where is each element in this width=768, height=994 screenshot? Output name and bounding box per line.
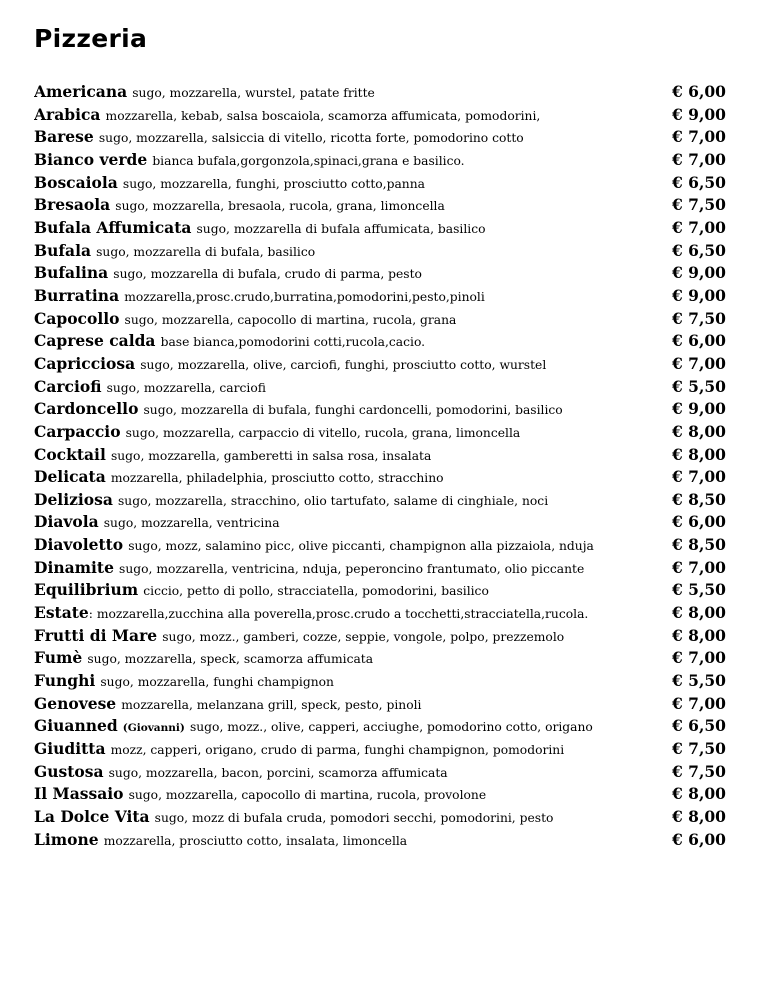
pizza-name: Boscaiola [34,172,118,192]
pizza-ingredients: sugo, mozzarella, ventricina [103,516,280,531]
pizza-ingredients: mozzarella,prosc.crudo,burratina,pomodorini,pesto,pinoli [124,289,485,304]
pizza-ingredients: sugo, mozzarella di bufala affumicata, basilico [196,221,486,236]
pizza-ingredients: mozzarella, kebab, salsa boscaiola, scamorza affumicata, pomodorini, [105,108,541,123]
pizza-name: Carpaccio [34,421,121,441]
pizza-price: € 7,50 [672,195,726,215]
menu-item [34,150,734,173]
menu-item-text [34,558,668,577]
pizza-ingredients: sugo, mozzarella, ventricina, nduja, peperoncino frantumato, olio piccante [119,561,585,576]
pizza-price: € 7,00 [672,149,726,169]
pizza-name: Limone [34,829,99,849]
pizza-name: Carciofi [34,376,102,396]
pizza-name: Americana [34,82,128,101]
pizza-price: € 7,00 [672,217,726,237]
pizza-ingredients: sugo, mozz di bufala cruda, pomodori secchi, pomodorini, pesto [154,811,554,825]
menu-item [34,445,734,468]
menu-item [34,263,734,286]
menu-item-text [34,535,668,554]
pizza-name: La Dolce Vita [34,807,150,826]
pizza-name: Equilibrium [34,580,139,600]
menu-item-text [34,467,668,486]
pizza-ingredients: sugo, mozzarella, wurstel, patate fritte [132,86,375,100]
pizza-price: € 8,00 [672,807,726,826]
pizza-ingredients: sugo, mozzarella, bresaola, rucola, grana, limoncella [115,199,445,214]
pizza-price: € 7,50 [672,308,726,328]
pizza-price: € 8,00 [672,625,726,645]
menu-item-text [34,422,668,441]
menu-item [34,467,734,490]
pizza-ingredients: sugo, mozzarella, funghi champignon [100,675,334,690]
pizza-price: € 5,50 [672,376,726,396]
pizza-price: € 6,50 [672,240,726,260]
menu-item [34,807,734,830]
pizza-name: Caprese calda [34,331,156,351]
menu-item-text [34,331,668,350]
menu-item [34,739,734,762]
menu-item-text [34,150,668,169]
pizza-ingredients: sugo, mozzarella, olive, carciofi, funghi, prosciutto cotto, wurstel [140,357,547,372]
pizza-ingredients: mozz, capperi, origano, crudo di parma, funghi champignon, pomodorini [110,743,565,758]
pizza-ingredients: sugo, mozzarella, bacon, porcini, scamorza affumicata [108,765,448,780]
pizza-ingredients: sugo, mozz., gamberi, cozze, seppie, vongole, polpo, prezzemolo [162,629,565,644]
menu-item-text [34,218,668,237]
pizza-name: Burratina [34,285,120,305]
pizza-price: € 7,50 [672,761,726,781]
pizza-name: Bresaola [34,195,111,215]
pizza-name: Fumè [34,648,83,668]
menu-item [34,218,734,241]
pizza-ingredients: sugo, mozzarella, capocollo di martina, rucola, provolone [128,788,487,803]
pizza-price: € 8,00 [672,421,726,441]
menu-item [34,830,734,853]
pizza-price: € 8,00 [672,784,726,804]
pizza-name: Bufalina [34,263,109,283]
menu-item-text [34,671,668,690]
pizza-price: € 9,00 [672,263,726,283]
menu-item [34,580,734,603]
menu-item-text [34,830,668,849]
menu-item [34,490,734,513]
pizza-ingredients: bianca bufala,gorgonzola,spinaci,grana e basilico. [152,153,465,168]
menu-item [34,195,734,218]
pizza-price: € 7,50 [672,739,726,759]
menu-item [34,784,734,807]
pizza-name-note: (Giovanni) [122,722,185,735]
pizza-ingredients: sugo, mozzarella, carciofi [106,380,266,395]
pizza-price: € 7,00 [672,353,726,373]
pizza-name: Giuanned [34,716,118,736]
pizza-price: € 5,50 [672,580,726,600]
pizza-price: € 6,50 [672,172,726,192]
menu-item [34,399,734,422]
pizza-ingredients: sugo, mozzarella, gamberetti in salsa rosa, insalata [110,448,432,463]
pizza-name: Delicata [34,467,106,487]
pizza-name: Dinamite [34,557,114,577]
menu-item-text [34,716,668,735]
pizza-name: Estate [34,603,89,623]
pizza-name: Capocollo [34,308,120,328]
menu-item [34,671,734,694]
menu-item-text [34,694,668,713]
pizza-price: € 6,50 [672,716,726,736]
menu-item [34,762,734,785]
pizza-name: Diavola [34,512,99,532]
pizza-price: € 8,00 [672,603,726,623]
menu-item [34,127,734,150]
pizza-ingredients: sugo, mozzarella di bufala, crudo di parma, pesto [113,267,422,282]
menu-item-text [34,263,668,282]
menu-item [34,309,734,332]
menu-item [34,354,734,377]
pizza-price: € 6,00 [672,512,726,532]
menu-item-text [34,807,668,826]
pizza-price: € 9,00 [672,399,726,419]
menu-item-text [34,195,668,214]
pizza-name: Gustosa [34,761,104,781]
menu-item-text [34,309,668,328]
pizza-ingredients: sugo, mozz, salamino picc, olive piccanti, champignon alla pizzaiola, nduja [128,539,594,554]
pizza-ingredients: : mozzarella,zucchina alla poverella,prosc.crudo a tocchetti,stracciatella,rucola. [88,607,589,622]
pizza-price: € 9,00 [672,285,726,305]
menu-item [34,331,734,354]
menu-item-text [34,399,668,418]
menu-item [34,512,734,535]
menu-item-text [34,603,668,622]
pizza-ingredients: sugo, mozzarella, stracchino, olio tartufato, salame di cinghiale, noci [117,493,549,508]
menu-item-text [34,784,668,803]
menu-item [34,694,734,717]
pizza-name: Bufala Affumicata [34,217,192,237]
pizza-name: Cardoncello [34,399,139,419]
pizza-price: € 7,00 [672,648,726,668]
pizza-price: € 7,00 [672,693,726,713]
pizza-name: Genovese [34,693,117,713]
pizza-name: Funghi [34,671,96,691]
pizza-name: Bufala [34,240,92,260]
pizza-name: Frutti di Mare [34,625,158,645]
menu-item-text [34,580,668,599]
menu-item [34,626,734,649]
pizza-ingredients: sugo, mozzarella, carpaccio di vitello, rucola, grana, limoncella [125,425,521,440]
menu-item [34,286,734,309]
menu-item-text [34,105,668,124]
pizza-price: € 6,00 [672,331,726,351]
pizza-price: € 8,50 [672,489,726,509]
pizza-name: Giuditta [34,739,106,759]
menu-item-text [34,648,668,667]
pizza-name: Diavoletto [34,535,124,555]
pizza-price: € 6,00 [672,829,726,849]
pizza-ingredients: sugo, mozzarella, capocollo di martina, rucola, grana [124,312,457,327]
pizza-name: Deliziosa [34,489,113,509]
menu-item-text [34,762,668,781]
pizza-price: € 6,00 [672,82,726,101]
menu-item [34,377,734,400]
menu-item-text [34,490,668,509]
pizza-ingredients: sugo, mozzarella, funghi, prosciutto cotto,panna [122,176,425,191]
pizza-ingredients: sugo, mozzarella di bufala, basilico [96,244,316,259]
menu-item [34,173,734,196]
pizza-name: Barese [34,127,94,147]
menu-item [34,422,734,445]
pizza-menu-list [34,82,734,852]
pizza-name: Arabica [34,104,101,124]
menu-item-text [34,377,668,396]
pizza-price: € 7,00 [672,467,726,487]
menu-item-text [34,739,668,758]
pizza-name: Capricciosa [34,353,136,373]
pizza-price: € 7,00 [672,127,726,147]
pizza-price: € 8,50 [672,535,726,555]
menu-item-text [34,512,668,531]
pizza-name: Bianco verde [34,149,148,169]
menu-item-text [34,82,668,101]
menu-item [34,648,734,671]
menu-item-text [34,241,668,260]
pizza-ingredients: sugo, mozzarella, salsiccia di vitello, ricotta forte, pomodorino cotto [98,131,524,146]
menu-item [34,558,734,581]
pizza-price: € 8,00 [672,444,726,464]
menu-item-text [34,286,668,305]
page-title: Pizzeria [34,24,148,53]
menu-item-text [34,354,668,373]
menu-item [34,535,734,558]
menu-item-text [34,445,668,464]
pizza-ingredients: sugo, mozzarella, speck, scamorza affumicata [87,652,374,667]
pizza-ingredients: mozzarella, philadelphia, prosciutto cotto, stracchino [110,471,444,486]
menu-item [34,105,734,128]
menu-item-text [34,173,668,192]
menu-item-text [34,127,668,146]
pizza-ingredients: sugo, mozzarella di bufala, funghi cardoncelli, pomodorini, basilico [143,403,563,418]
menu-item [34,241,734,264]
pizza-ingredients: base bianca,pomodorini cotti,rucola,cacio. [160,335,426,350]
menu-item-text [34,626,668,645]
menu-item [34,716,734,739]
pizza-price: € 5,50 [672,671,726,691]
pizza-ingredients: mozzarella, melanzana grill, speck, pesto, pinoli [121,697,422,712]
pizza-ingredients: sugo, mozz., olive, capperi, acciughe, pomodorino cotto, origano [189,720,593,735]
pizza-name: Cocktail [34,444,106,464]
pizza-name: Il Massaio [34,784,124,804]
pizza-ingredients: mozzarella, prosciutto cotto, insalata, limoncella [103,833,408,848]
pizza-price: € 7,00 [672,557,726,577]
pizza-ingredients: ciccio, petto di pollo, stracciatella, pomodorini, basilico [143,584,489,599]
pizza-price: € 9,00 [672,104,726,124]
menu-item [34,603,734,626]
menu-item [34,82,734,105]
